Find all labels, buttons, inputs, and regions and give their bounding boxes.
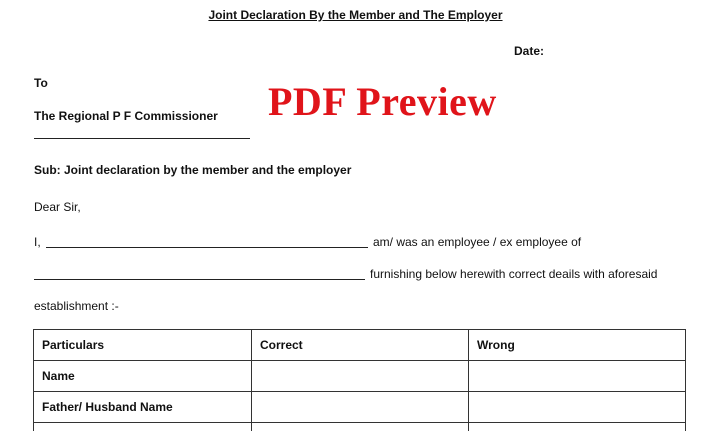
table-row (34, 361, 686, 392)
particulars-table (33, 329, 686, 431)
table-cell (252, 423, 469, 431)
subject-line: Sub: Joint declaration by the member and the employer (34, 163, 352, 177)
table-cell (252, 392, 469, 423)
table-header-row (34, 330, 686, 361)
salutation: Dear Sir, (34, 200, 81, 214)
table-row (34, 392, 686, 423)
line2-suffix: furnishing below herewith correct deails with aforesaid (370, 267, 658, 281)
table-cell: Name (34, 361, 252, 392)
document-title: Joint Declaration By the Member and The Employer (208, 8, 503, 22)
line1-suffix: am/ was an employee / ex employee of (373, 235, 582, 249)
line3-text: establishment :- (34, 299, 119, 313)
table-cell (469, 423, 686, 431)
column-header-particulars: Particulars (34, 330, 252, 361)
table-cell (469, 392, 686, 423)
table-cell: Father/ Husband Name (34, 392, 252, 423)
table-cell (34, 423, 252, 431)
member-name-blank (46, 247, 368, 248)
table-cell (469, 361, 686, 392)
column-header-correct: Correct (252, 330, 469, 361)
table-cell (252, 361, 469, 392)
table-row (34, 423, 686, 431)
column-header-wrong: Wrong (469, 330, 686, 361)
recipient-address-line (34, 138, 250, 139)
recipient-name: The Regional P F Commissioner (34, 109, 218, 123)
to-label: To (34, 76, 48, 90)
establishment-name-blank (34, 279, 365, 280)
pdf-preview-watermark: PDF Preview (268, 79, 497, 124)
date-label: Date: (514, 44, 545, 58)
line1-prefix: I, (34, 235, 41, 249)
